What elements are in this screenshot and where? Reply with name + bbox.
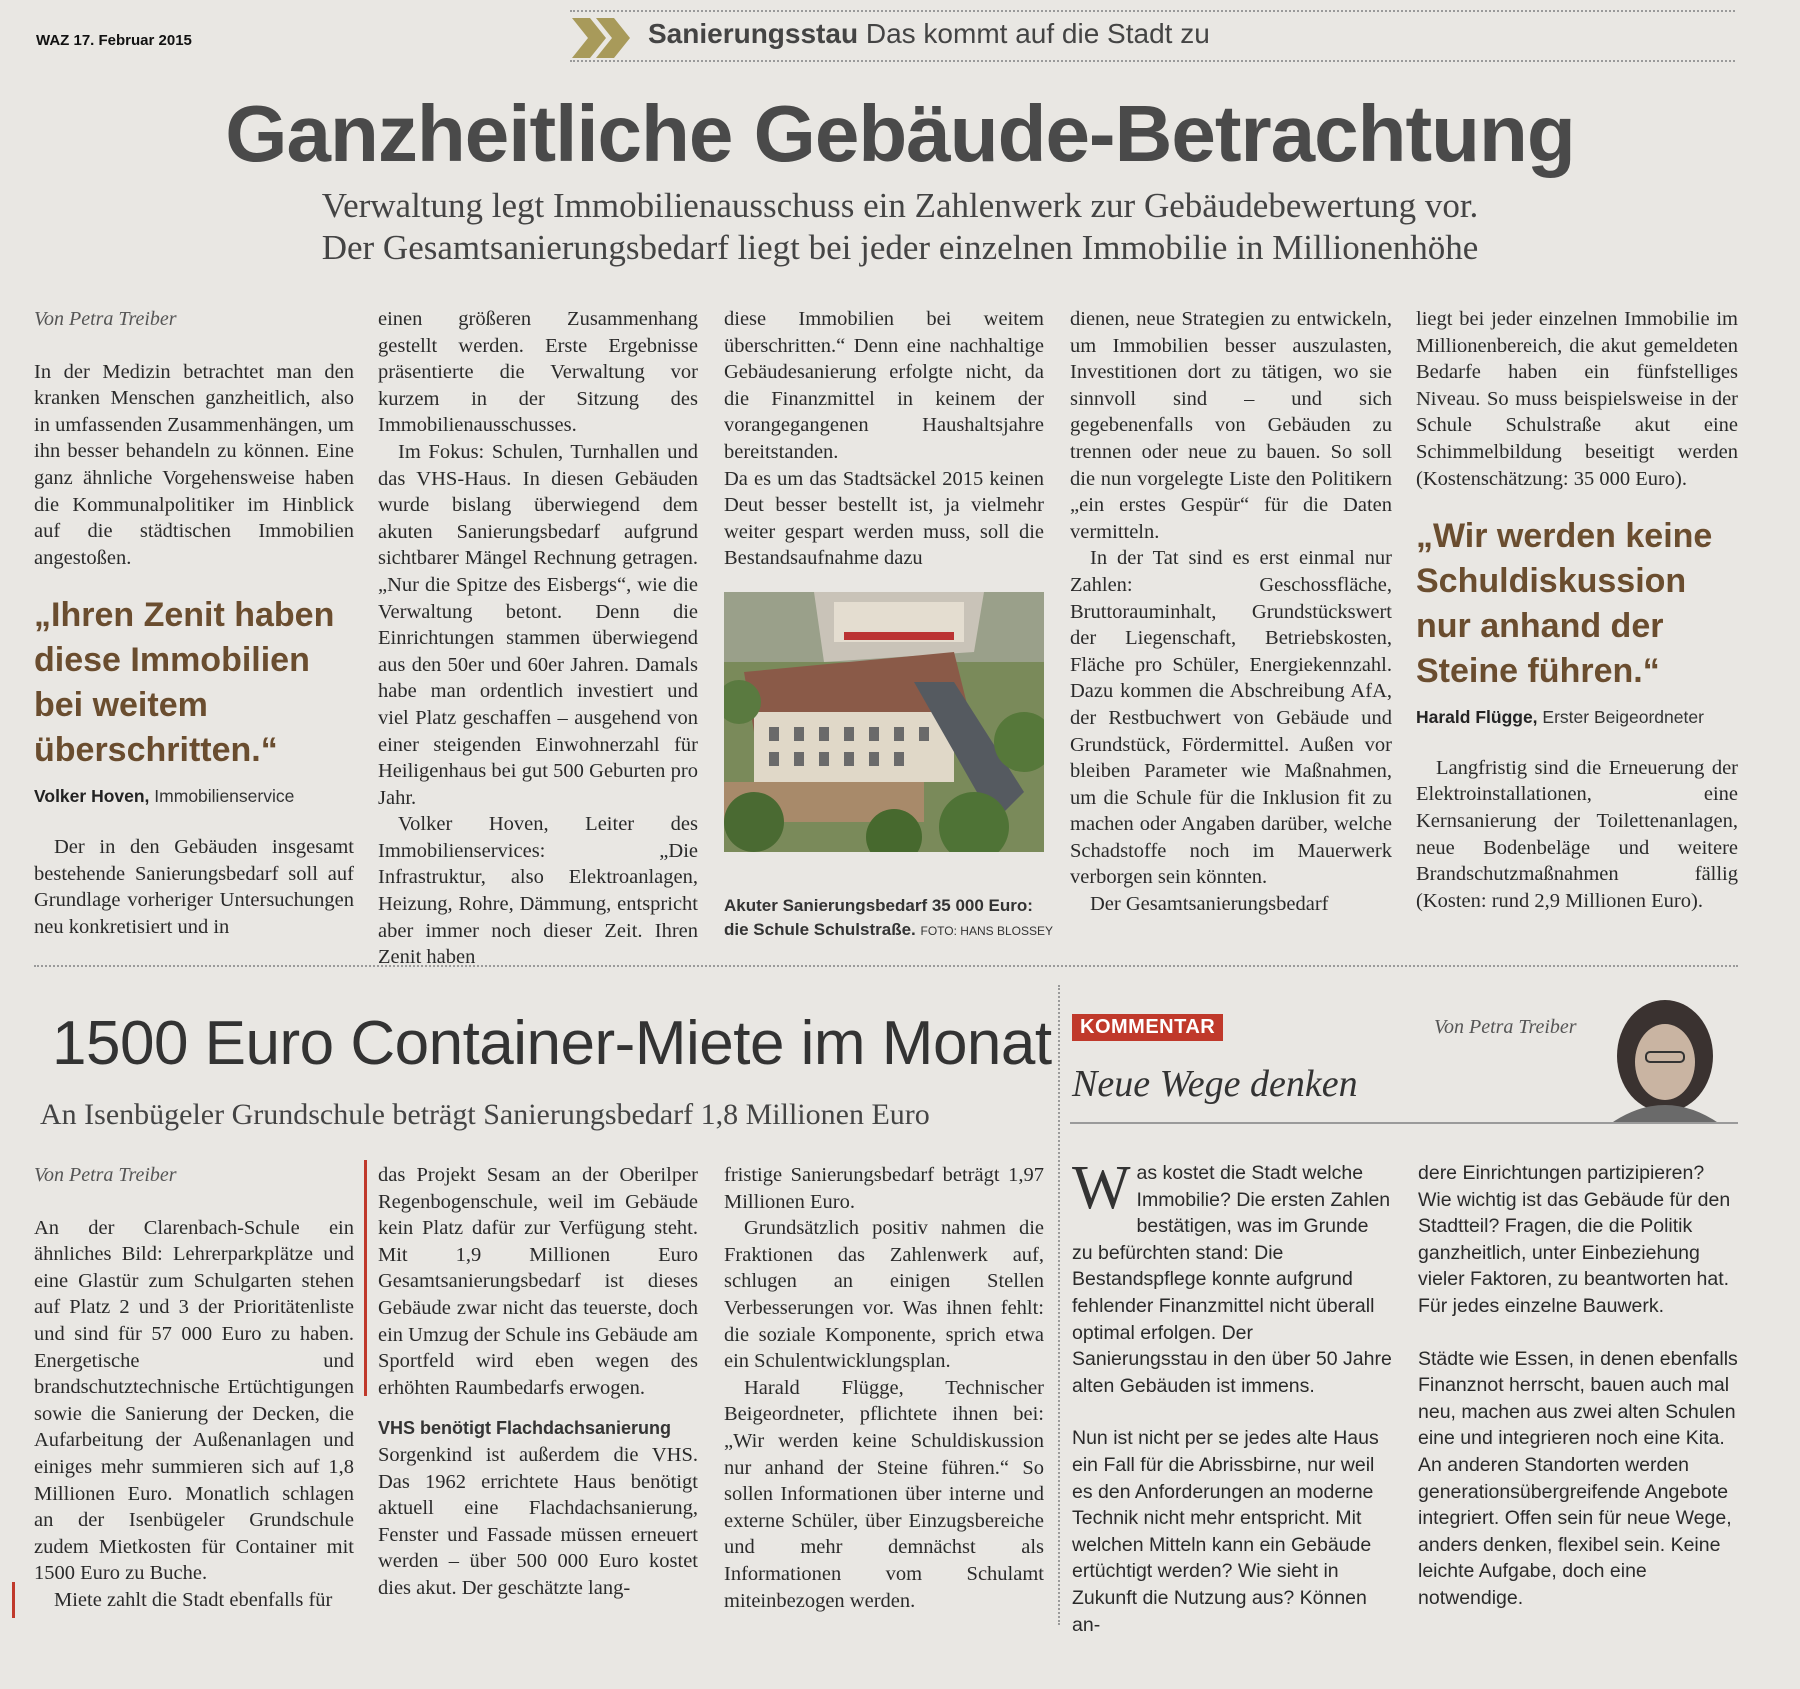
kommentar-byline: Von Petra Treiber	[1434, 1016, 1577, 1038]
article1-column-3	[724, 306, 1044, 572]
article1-col1-p1: In der Medizin betrachtet man den kranken Menschen ganzheitlich, also in umfassenden Zusammenhängen, um ihn besser behandeln zu können. Eine ganz ähnliche Vorgehensweise haben die Kommunalpolitiker im Hinblick auf die städtischen Immobilien angestoßen.	[34, 360, 354, 569]
deck-line-2: Der Gesamtsanierungsbedarf liegt bei jeder einzelnen Immobilie in Millionenhöhe	[321, 228, 1479, 267]
article1-col1-p2: Der in den Gebäuden insgesamt bestehende Sanierungsbedarf soll auf Grundlage vorheriger Untersuchungen neu konkretisiert und in	[34, 835, 354, 938]
article2-column-3	[724, 1162, 1044, 1614]
kommentar-p4: Städte wie Essen, in denen ebenfalls Finanznot herrscht, bauen auch mal neu, machen aus zwei alten Schulen eine und integrieren noch eine Kita. An anderen Standorten werden generationsübergreifende Angebote integriert. Offen sein für neue Wege, anders denken, flexibel sein. Keine leichte Aufgabe, doch eine notwendige.	[1418, 1347, 1738, 1609]
kommentar-title: Neue Wege denken	[1072, 1063, 1358, 1105]
article1-col2-p3: Volker Hoven, Leiter des Immobilienservices: „Die Infrastruktur, also Elektroanlagen, Heizung, Rohre, Dämmung, entspricht aber immer noch dieser Zeit. Ihren Zenit haben	[378, 813, 698, 969]
article1-column-1	[34, 306, 354, 940]
red-marker-2	[364, 1160, 367, 1396]
byline: Von Petra Treiber	[34, 308, 177, 330]
section-heading	[648, 18, 1210, 50]
pull-quote-1: „Ihren Zenit haben diese Immobilien bei weitem überschritten.“	[34, 596, 335, 770]
article2-col3-p2: Grundsätzlich positiv nahmen die Fraktionen das Zahlenwerk auf, schlugen an einigen Stellen Verbesserungen vor. Was ihnen fehlt: die soziale Komponente, sprich etwa ein Schulentwicklungsplan.	[724, 1217, 1044, 1373]
article2-col2-p2: Sorgenkind ist außerdem die VHS. Das 1962 errichtete Haus benötigt aktuell eine Flachdachsanierung, Fenster und Fassade müssen erneuert werden – über 500 000 Euro kostet dies akut. Der geschätzte lang-	[378, 1443, 698, 1599]
kommentar-column-1	[1072, 1154, 1392, 1638]
article2-col3-p3: Harald Flügge, Technischer Beigeordneter, pflichtete ihnen bei: „Wir werden keine Schuldiskussion nur anhand der Steine führen.“ So sollen Informationen über interne und externe Schüler, über Einzugsbereiche und mehr demnächst als Informationen vom Schulamt miteinbezogen werden.	[724, 1376, 1044, 1612]
article1-column-5	[1416, 306, 1738, 914]
pull-quote-2-role: Erster Beigeordneter	[1542, 707, 1704, 728]
chevron-icon	[570, 16, 634, 60]
pull-quote-2-name: Harald Flügge,	[1416, 707, 1538, 728]
article2-column-1	[34, 1162, 354, 1614]
red-marker-1	[12, 1582, 15, 1618]
article1-col2-p2: Im Fokus: Schulen, Turnhallen und das VHS-Haus. In diesen Gebäuden wurde bislang überwiegend dem akuten Sanierungsbedarf aufgrund sichtbarer Mängel Rechnung getragen. „Nur die Spitze des Eisbergs“, wie die Verwaltung betont. Denn die Einrichtungen stammen überwiegend aus den 50er und 60er Jahren. Damals habe man ordentlich investiert und viel Platz geschaffen – ausgehend von einer steigenden Einwohnerzahl für Heiligenhaus bei gut 500 Geburten pro Jahr.	[378, 440, 698, 809]
article1-col3-p2: Da es um das Stadtsäckel 2015 keinen Deut besser bestellt ist, ja vielmehr weiter gespart werden muss, soll die Bestandsaufnahme dazu	[724, 467, 1044, 570]
article2-deck: An Isenbügeler Grundschule beträgt Sanierungsbedarf 1,8 Millionen Euro	[40, 1098, 930, 1131]
kommentar-label: KOMMENTAR	[1072, 1014, 1223, 1041]
deck-line-1: Verwaltung legt Immobilienausschuss ein Zahlenwerk zur Gebäudebewertung vor.	[321, 186, 1479, 225]
article1-col4-p2: In der Tat sind es erst einmal nur Zahlen: Geschossfläche, Bruttorauminhalt, Grundstückswert der Liegenschaft, Betriebskosten, Fläche pro Schüler, Energiekennzahl. Dazu kommen die Abschreibung AfA, der Restbuchwert von Gebäude und Grundstück, Fördermittel. Außen vor bleiben Parameter wie Maßnahmen, um die Schule für die Inklusion fit zu machen oder Angaben darüber, welche Schadstoffe noch im Mauerwerk verborgen sein könnten.	[1070, 547, 1392, 889]
article2-col1-p2: Miete zahlt die Stadt ebenfalls für	[54, 1588, 333, 1611]
kommentar-p1-text: as kostet die Stadt welche Immobilie? Die ersten Zahlen bestätigen, was im Grunde zu befürchten stand: Die Bestandspflege konnte aufgrund fehlender Finanzmittel nicht überall optimal erfolgen. Der Sanierungsstau in den über 50 Jahre alten Gebäuden ist immens.	[1072, 1162, 1392, 1397]
school-photo	[724, 592, 1044, 852]
photo-caption	[724, 894, 1054, 943]
article1-col5-p1: liegt bei jeder einzelnen Immobilie im Millionenbereich, die akut gemeldeten Bedarfe haben ein fünfstelliges Niveau. So muss beispielsweise in der Schule Schulstraße akut eine Schimmelbildung beseitigt werden (Kostenschätzung: 35 000 Euro).	[1416, 308, 1738, 490]
kommentar-p1	[1072, 1154, 1392, 1399]
photo-credit: FOTO: HANS BLOSSEY	[920, 924, 1053, 938]
pull-quote-1-name: Volker Hoven,	[34, 786, 150, 807]
kommentar-p2: Nun ist nicht per se jedes alte Haus ein Fall für die Abrissbirne, nur weil es den Anforderungen an moderne Technik nicht mehr entspricht. Mit welchen Mitteln kann ein Gebäude ertüchtigt werden? Wie sieht in Zukunft die Nutzung aus? Können an-	[1072, 1427, 1379, 1636]
article2-subhead: VHS benötigt Flachdachsanierung	[378, 1418, 672, 1439]
source-label: WAZ 17. Februar 2015	[36, 32, 192, 49]
pull-quote-1-attribution	[34, 783, 354, 810]
article2-col3-p1: fristige Sanierungsbedarf beträgt 1,97 Millionen Euro.	[724, 1164, 1044, 1213]
article2-byline: Von Petra Treiber	[34, 1164, 177, 1186]
article1-col4-p3: Der Gesamtsanierungsbedarf	[1090, 893, 1329, 916]
article1-col2-p1: einen größeren Zusammenhang gestellt werden. Erste Ergebnisse präsentierte die Verwaltung vor kurzem in der Sitzung des Immobilienausschusses.	[378, 308, 698, 437]
section-heading-bold: Sanierungsstau	[648, 18, 859, 49]
pull-quote-2: „Wir werden keine Schuldiskussion nur anhand der Steine führen.“	[1416, 517, 1713, 691]
article1-column-2	[378, 306, 698, 971]
article1-col5-p2: Langfristig sind die Erneuerung der Elektroinstallationen, eine Kernsanierung der Toilettenanlagen, neue Bodenbeläge und weitere Brandschutzmaßnahmen fällig (Kosten: rund 2,9 Millionen Euro).	[1416, 756, 1738, 912]
author-photo	[1590, 996, 1740, 1124]
kommentar-p3: dere Einrichtungen partizipieren? Wie wichtig ist das Gebäude für den Stadtteil? Fragen, die die Politik ganzheitlich, unter Einbeziehung vieler Faktoren, zu beantworten hat. Für jedes einzelne Bauwerk.	[1418, 1162, 1731, 1317]
photo-caption-text: Akuter Sanierungsbedarf 35 000 Euro: die Schule Schulstraße.	[724, 896, 1033, 939]
article1-column-4	[1070, 306, 1392, 918]
headline: Ganzheitliche Gebäude-Betrachtung	[225, 89, 1575, 178]
section-heading-rest: Das kommt auf die Stadt zu	[865, 18, 1210, 49]
article1-col4-p1: dienen, neue Strategien zu entwickeln, um Immobilien besser auszulasten, Investitionen dort zu tätigen, wo sie sinnvoll sind – und sich gegebenenfalls von Gebäuden zu trennen oder neue zu bauen. So soll die nun vorgelegte Liste den Politikern „ein erstes Gespür“ für die Daten vermitteln.	[1070, 308, 1392, 543]
article2-headline: 1500 Euro Container-Miete im Monat	[52, 1009, 1052, 1078]
article2-col2-p1: das Projekt Sesam an der Oberilper Regenbogenschule, weil im Gebäude kein Platz dafür zur Verfügung steht. Mit 1,9 Millionen Euro Gesamtsanierungsbedarf ist dieses Gebäude zwar nicht das teuerste, doch ein Umzug der Schule ins Gebäude am Sportfeld wird eben wegen des erhöhten Raumbedarfs erwogen.	[378, 1164, 698, 1399]
article2-column-2	[378, 1162, 698, 1602]
article1-col3-p1: diese Immobilien bei weitem überschritten.“ Denn eine nachhaltige Gebäudesanierung erfolgte nicht, da die Finanzmittel in keinem der vorangegangenen Haushaltsjahre bereitstanden.	[724, 308, 1044, 463]
article2-col1-p1: An der Clarenbach-Schule ein ähnliches Bild: Lehrerparkplätze und eine Glastür zum Schulgarten stehen auf Platz 2 und 3 der Prioritätenliste und sind für 57 000 Euro zu haben. Energetische und brandschutztechnische Ertüchtigungen sowie die Sanierung der Decken, die Aufarbeitung der Außenanlagen und einiges mehr summieren sich auf 1,8 Millionen Euro. Monatlich schlagen an der Isenbügeler Grundschule zudem Mietkosten für Container mit 1500 Euro zu Buche.	[34, 1216, 354, 1585]
pull-quote-1-role: Immobilienservice	[154, 786, 295, 807]
pull-quote-2-attribution	[1416, 704, 1738, 731]
kommentar-dropcap: W	[1072, 1154, 1131, 1222]
kommentar-column-2	[1418, 1160, 1738, 1612]
